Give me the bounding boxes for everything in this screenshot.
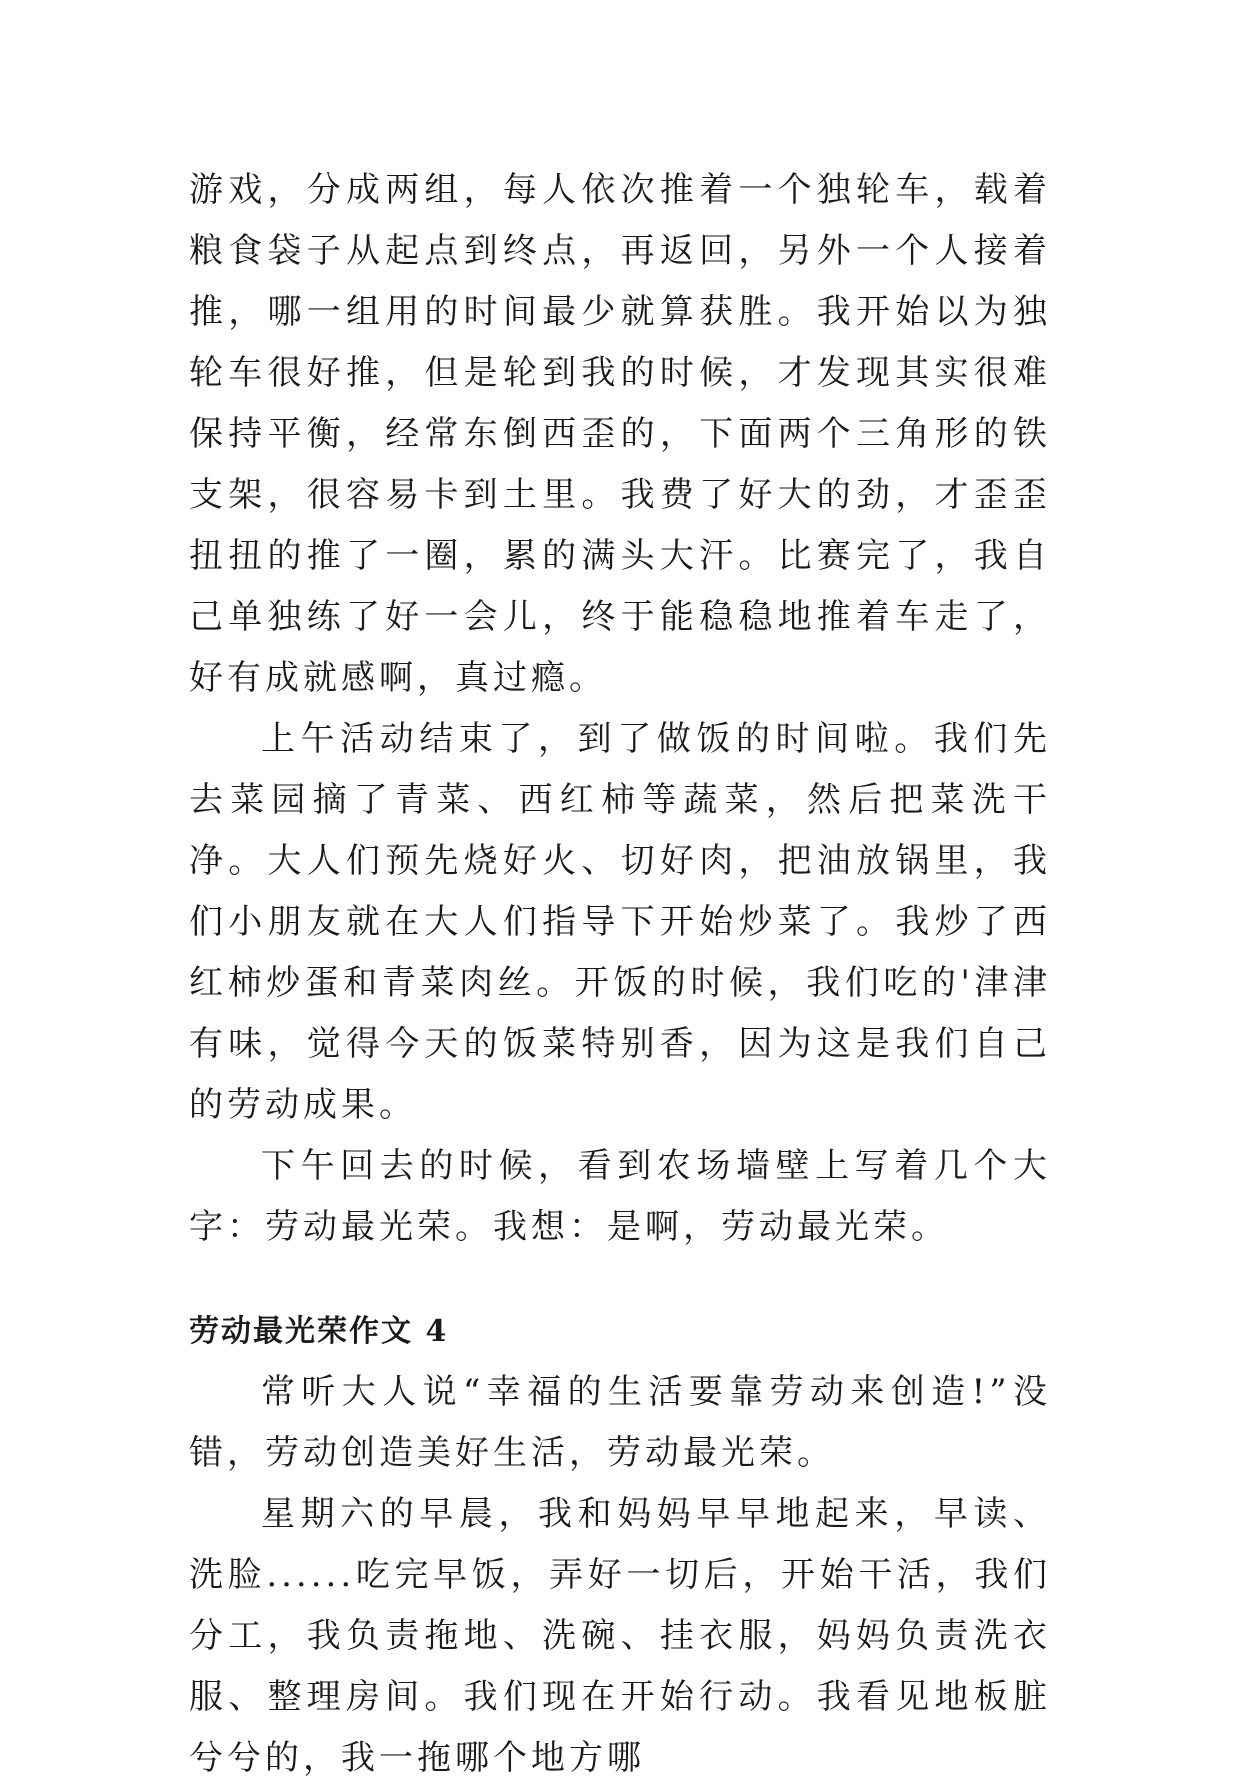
- paragraph-cooking: 上午活动结束了，到了做饭的时间啦。我们先去菜园摘了青菜、西红柿等蔬菜，然后把菜洗干净。大人们预先烧好火、切好肉，把油放锅里，我们小朋友就在大人们指导下开始炒菜了。我炒了西红柿炒蛋和青菜肉丝。开饭的时候，我们吃的'津津有味，觉得今天的饭菜特别香，因为这是我们自己的劳动成果。: [189, 719, 1051, 1125]
- paragraph-intro: 常听大人说“幸福的生活要靠劳动来创造!”没错，劳动创造美好生活，劳动最光荣。: [189, 1372, 1051, 1473]
- paragraph-afternoon: 下午回去的时候，看到农场墙壁上写着几个大字：劳动最光荣。我想：是啊，劳动最光荣。: [189, 1146, 1051, 1247]
- paragraph-saturday: 星期六的早晨，我和妈妈早早地起来，早读、洗脸......吃完早饭，弄好一切后，开始干活，我们分工，我负责拖地、洗碗、挂衣服，妈妈负责洗衣服、整理房间。我们现在开始行动。我看见地板脏兮兮的，我一拖哪个地方哪: [189, 1494, 1051, 1778]
- paragraph-wheelbarrow-game: 游戏，分成两组，每人依次推着一个独轮车，载着粮食袋子从起点到终点，再返回，另外一个人接着推，哪一组用的时间最少就算获胜。我开始以为独轮车很好推，但是轮到我的时候，才发现其实很难保持平衡，经常东倒西歪的，下面两个三角形的铁支架，很容易卡到土里。我费了好大的劲，才歪歪扭扭的推了一圈，累的满头大汗。比赛完了，我自己单独练了好一会儿，终于能稳稳地推着车走了，好有成就感啊，真过瘾。: [189, 170, 1051, 698]
- section-title: 劳动最光荣作文 4: [189, 1314, 449, 1349]
- document-body: [189, 160, 1051, 1789]
